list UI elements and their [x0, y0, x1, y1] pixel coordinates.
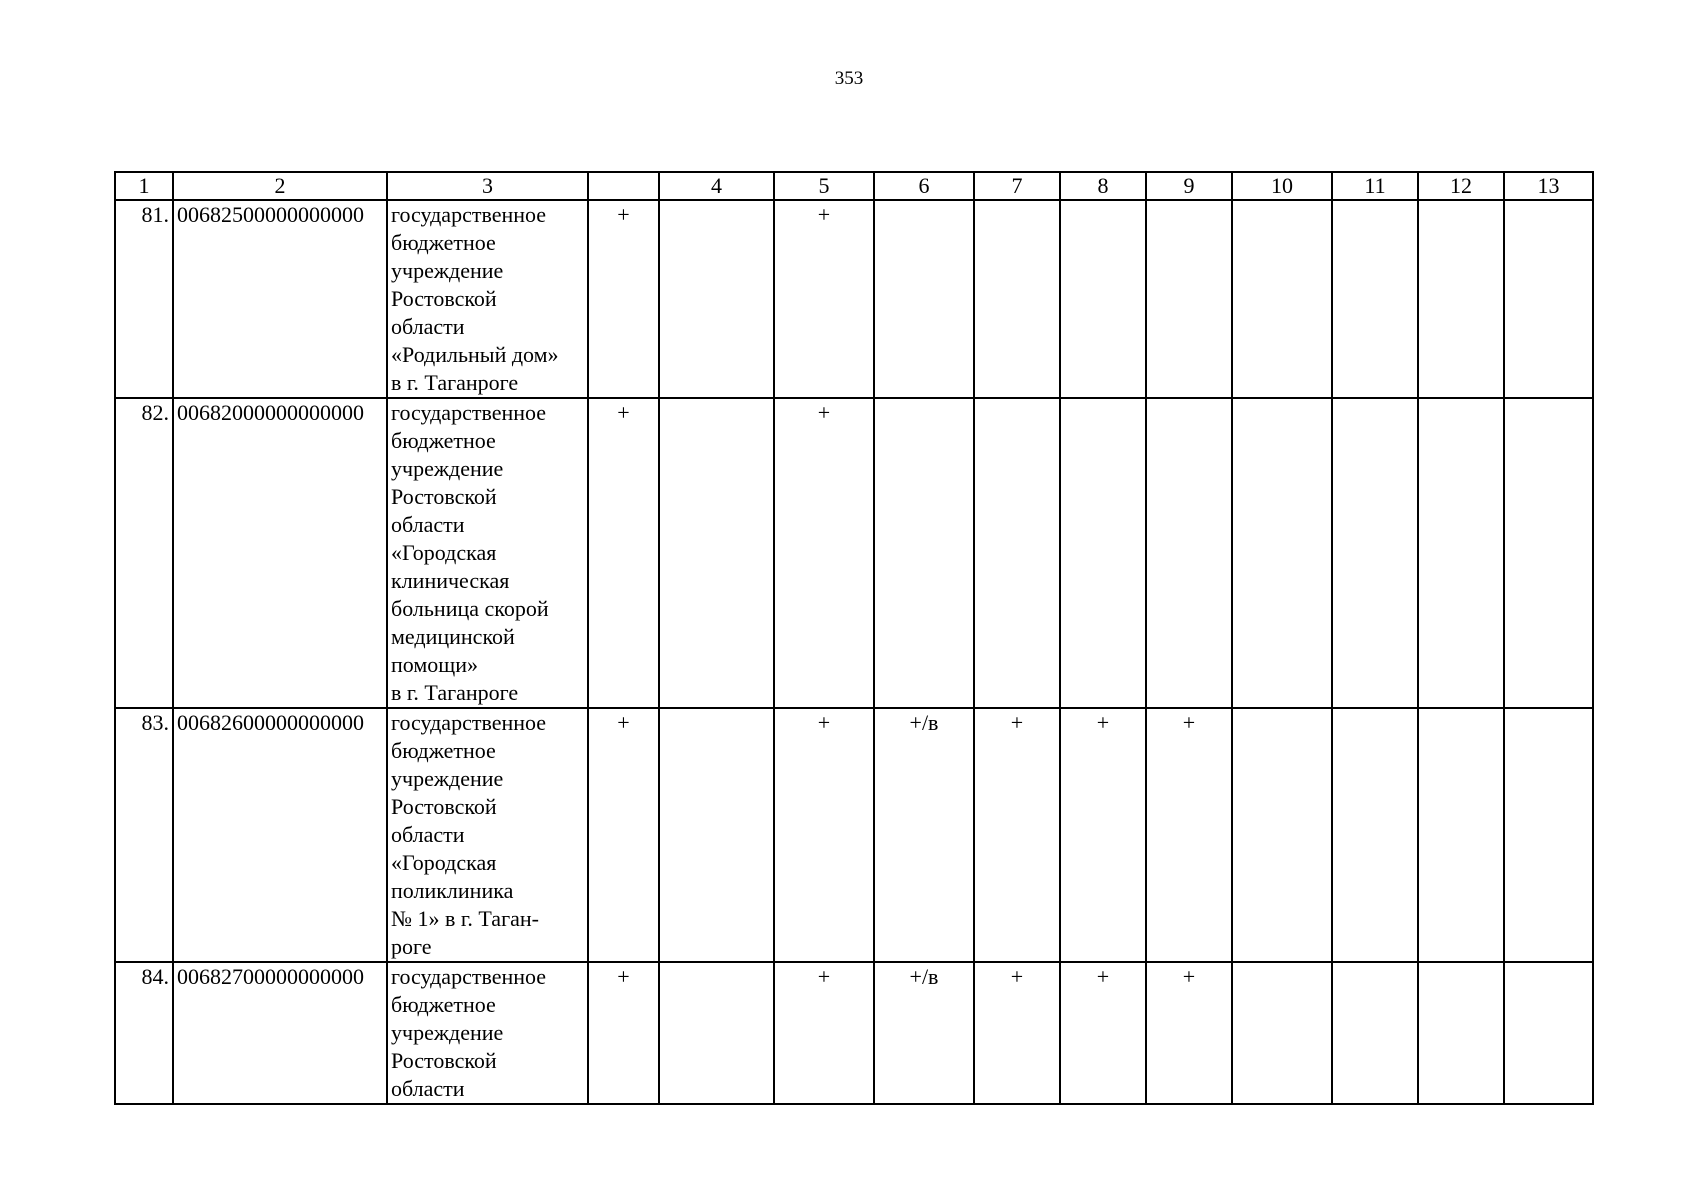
- mark-cell: [1332, 398, 1418, 708]
- page-number: 353: [834, 68, 864, 89]
- mark-cell: +: [1060, 962, 1146, 1104]
- mark-cell: [974, 398, 1060, 708]
- header-cell: 2: [173, 172, 387, 200]
- mark-cell: [659, 200, 774, 398]
- mark-cell: +: [774, 200, 874, 398]
- header-cell: 4: [659, 172, 774, 200]
- header-cell: 8: [1060, 172, 1146, 200]
- mark-cell: [1504, 962, 1593, 1104]
- institution-name: государственное бюджетное учреждение Ростовской области «Городская поликлиника № 1» в г. Таган- роге: [387, 708, 588, 962]
- mark-cell: +: [774, 708, 874, 962]
- header-cell: 10: [1232, 172, 1332, 200]
- institution-name: государственное бюджетное учреждение Ростовской области «Родильный дом» в г. Таганроге: [387, 200, 588, 398]
- mark-cell: [1418, 200, 1504, 398]
- registry-code: 00682600000000000: [173, 708, 387, 962]
- mark-cell: +: [588, 962, 659, 1104]
- table-row: [115, 708, 1593, 962]
- registry-code: 00682500000000000: [173, 200, 387, 398]
- header-cell: 13: [1504, 172, 1593, 200]
- register-table: [114, 171, 1594, 1105]
- mark-cell: [1146, 200, 1232, 398]
- mark-cell: +: [974, 962, 1060, 1104]
- institution-name: государственное бюджетное учреждение Ростовской области: [387, 962, 588, 1104]
- registry-code: 00682000000000000: [173, 398, 387, 708]
- mark-cell: +: [974, 708, 1060, 962]
- header-cell: 7: [974, 172, 1060, 200]
- mark-cell: [1418, 708, 1504, 962]
- mark-cell: [974, 200, 1060, 398]
- header-cell: 9: [1146, 172, 1232, 200]
- row-number: 84.: [115, 962, 173, 1104]
- mark-cell: +: [588, 200, 659, 398]
- registry-code: 00682700000000000: [173, 962, 387, 1104]
- header-cell: 6: [874, 172, 974, 200]
- mark-cell: [1504, 200, 1593, 398]
- mark-cell: +: [1060, 708, 1146, 962]
- mark-cell: +/в: [874, 962, 974, 1104]
- mark-cell: +: [774, 962, 874, 1104]
- mark-cell: +: [588, 398, 659, 708]
- mark-cell: [1060, 398, 1146, 708]
- table-row: [115, 962, 1593, 1104]
- header-cell: [588, 172, 659, 200]
- header-cell: 1: [115, 172, 173, 200]
- header-cell: 12: [1418, 172, 1504, 200]
- mark-cell: [1418, 398, 1504, 708]
- mark-cell: [1232, 708, 1332, 962]
- table-body: [115, 172, 1593, 1104]
- table-row: [115, 398, 1593, 708]
- mark-cell: [659, 398, 774, 708]
- mark-cell: [1332, 962, 1418, 1104]
- mark-cell: +: [1146, 708, 1232, 962]
- table-row: [115, 200, 1593, 398]
- mark-cell: [1232, 962, 1332, 1104]
- mark-cell: [1418, 962, 1504, 1104]
- mark-cell: [874, 398, 974, 708]
- mark-cell: +/в: [874, 708, 974, 962]
- row-number: 82.: [115, 398, 173, 708]
- institution-name: государственное бюджетное учреждение Ростовской области «Городская клиническая больница скорой медицинской помощи» в г. Таганроге: [387, 398, 588, 708]
- mark-cell: +: [1146, 962, 1232, 1104]
- mark-cell: +: [774, 398, 874, 708]
- header-row: [115, 172, 1593, 200]
- mark-cell: [1060, 200, 1146, 398]
- mark-cell: [1146, 398, 1232, 708]
- mark-cell: [1232, 398, 1332, 708]
- mark-cell: [659, 708, 774, 962]
- mark-cell: [874, 200, 974, 398]
- mark-cell: [1504, 398, 1593, 708]
- mark-cell: [659, 962, 774, 1104]
- mark-cell: [1332, 200, 1418, 398]
- row-number: 81.: [115, 200, 173, 398]
- header-cell: 3: [387, 172, 588, 200]
- mark-cell: +: [588, 708, 659, 962]
- row-number: 83.: [115, 708, 173, 962]
- mark-cell: [1232, 200, 1332, 398]
- mark-cell: [1332, 708, 1418, 962]
- header-cell: 11: [1332, 172, 1418, 200]
- mark-cell: [1504, 708, 1593, 962]
- header-cell: 5: [774, 172, 874, 200]
